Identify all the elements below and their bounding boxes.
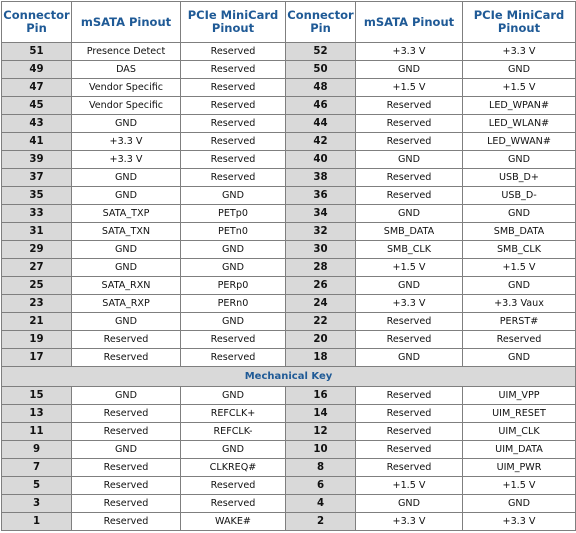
pcie-signal-left: Reserved <box>181 43 286 61</box>
pcie-signal-right: USB_D+ <box>463 169 576 187</box>
pcie-signal-left: Reserved <box>181 133 286 151</box>
pin-number-left: 49 <box>2 61 72 79</box>
pin-number-left: 3 <box>2 495 72 513</box>
msata-signal-left: GND <box>72 313 181 331</box>
table-row <box>2 43 576 61</box>
pcie-signal-left: PETp0 <box>181 205 286 223</box>
pin-number-right: 20 <box>286 331 356 349</box>
header-connector-pin-left <box>2 2 72 43</box>
pcie-signal-right: GND <box>463 277 576 295</box>
pcie-signal-right: GND <box>463 205 576 223</box>
pcie-signal-left: Reserved <box>181 169 286 187</box>
msata-signal-left: Reserved <box>72 495 181 513</box>
pcie-signal-left: Reserved <box>181 79 286 97</box>
header-text-line: Pinout <box>497 21 541 35</box>
pcie-signal-right: UIM_CLK <box>463 423 576 441</box>
header-text-line: Pin <box>26 21 47 35</box>
pin-number-left: 35 <box>2 187 72 205</box>
msata-signal-left: +3.3 V <box>72 133 181 151</box>
pin-number-left: 19 <box>2 331 72 349</box>
table-row <box>2 151 576 169</box>
table-row <box>2 169 576 187</box>
pcie-signal-right: GND <box>463 61 576 79</box>
pin-number-right: 24 <box>286 295 356 313</box>
table-row <box>2 205 576 223</box>
pin-number-right: 12 <box>286 423 356 441</box>
header-text-line: Connector <box>3 8 70 22</box>
header-text-line: Pin <box>310 21 331 35</box>
pcie-signal-left: Reserved <box>181 115 286 133</box>
pcie-signal-right: UIM_VPP <box>463 387 576 405</box>
msata-signal-right: Reserved <box>356 405 463 423</box>
msata-signal-left: GND <box>72 387 181 405</box>
pinout-table <box>1 1 576 531</box>
msata-signal-left: Reserved <box>72 405 181 423</box>
table-row <box>2 259 576 277</box>
pcie-signal-right: GND <box>463 495 576 513</box>
pin-number-right: 48 <box>286 79 356 97</box>
table-row <box>2 97 576 115</box>
msata-signal-right: +3.3 V <box>356 43 463 61</box>
pcie-signal-left: GND <box>181 387 286 405</box>
pin-number-left: 17 <box>2 349 72 367</box>
table-row <box>2 423 576 441</box>
pcie-signal-right: SMB_CLK <box>463 241 576 259</box>
msata-signal-left: Vendor Specific <box>72 79 181 97</box>
msata-signal-right: +1.5 V <box>356 259 463 277</box>
pcie-signal-right: Reserved <box>463 331 576 349</box>
header-text-line: mSATA Pinout <box>80 14 172 29</box>
pcie-signal-right: UIM_RESET <box>463 405 576 423</box>
header-pcie-pinout-left <box>181 2 286 43</box>
msata-signal-left: DAS <box>72 61 181 79</box>
pcie-signal-left: REFCLK- <box>181 423 286 441</box>
msata-signal-right: GND <box>356 277 463 295</box>
pin-number-left: 29 <box>2 241 72 259</box>
pcie-signal-left: Reserved <box>181 61 286 79</box>
pinout-table-container <box>1 1 575 532</box>
msata-signal-left: GND <box>72 441 181 459</box>
msata-signal-right: Reserved <box>356 387 463 405</box>
pin-number-left: 39 <box>2 151 72 169</box>
header-text-line: PCIe MiniCard <box>187 8 279 22</box>
pin-number-left: 25 <box>2 277 72 295</box>
msata-signal-left: Reserved <box>72 423 181 441</box>
msata-signal-left: GND <box>72 169 181 187</box>
pin-number-right: 26 <box>286 277 356 295</box>
pcie-signal-left: Reserved <box>181 97 286 115</box>
table-row <box>2 61 576 79</box>
msata-signal-left: Vendor Specific <box>72 97 181 115</box>
pin-number-right: 22 <box>286 313 356 331</box>
table-row <box>2 187 576 205</box>
msata-signal-right: +1.5 V <box>356 79 463 97</box>
pin-number-left: 37 <box>2 169 72 187</box>
msata-signal-left: SATA_RXN <box>72 277 181 295</box>
pcie-signal-right: +3.3 V <box>463 513 576 531</box>
pcie-signal-right: LED_WWAN# <box>463 133 576 151</box>
pcie-signal-left: GND <box>181 187 286 205</box>
mechanical-key-row <box>2 367 576 387</box>
msata-signal-right: Reserved <box>356 331 463 349</box>
pin-number-right: 50 <box>286 61 356 79</box>
pin-number-right: 16 <box>286 387 356 405</box>
pin-number-right: 40 <box>286 151 356 169</box>
pin-number-right: 34 <box>286 205 356 223</box>
pcie-signal-left: REFCLK+ <box>181 405 286 423</box>
pin-number-right: 10 <box>286 441 356 459</box>
pin-number-right: 28 <box>286 259 356 277</box>
msata-signal-left: SATA_TXP <box>72 205 181 223</box>
table-row <box>2 79 576 97</box>
pcie-signal-right: UIM_DATA <box>463 441 576 459</box>
pin-number-left: 11 <box>2 423 72 441</box>
pin-number-left: 23 <box>2 295 72 313</box>
header-row <box>2 2 576 43</box>
pcie-signal-right: GND <box>463 151 576 169</box>
header-text-line: Pinout <box>211 21 255 35</box>
pcie-signal-left: GND <box>181 259 286 277</box>
table-row <box>2 405 576 423</box>
pin-number-left: 27 <box>2 259 72 277</box>
table-row <box>2 331 576 349</box>
pin-number-left: 5 <box>2 477 72 495</box>
pin-number-right: 18 <box>286 349 356 367</box>
pin-number-right: 4 <box>286 495 356 513</box>
pcie-signal-right: +1.5 V <box>463 79 576 97</box>
table-row <box>2 295 576 313</box>
pcie-signal-left: Reserved <box>181 349 286 367</box>
msata-signal-right: Reserved <box>356 313 463 331</box>
pcie-signal-left: GND <box>181 441 286 459</box>
pin-number-left: 43 <box>2 115 72 133</box>
pcie-signal-right: UIM_PWR <box>463 459 576 477</box>
pcie-signal-left: Reserved <box>181 495 286 513</box>
msata-signal-left: GND <box>72 115 181 133</box>
pcie-signal-left: PERn0 <box>181 295 286 313</box>
pcie-signal-left: GND <box>181 241 286 259</box>
table-row <box>2 241 576 259</box>
pcie-signal-left: GND <box>181 313 286 331</box>
pcie-signal-right: LED_WPAN# <box>463 97 576 115</box>
pcie-signal-left: Reserved <box>181 151 286 169</box>
msata-signal-left: GND <box>72 187 181 205</box>
pcie-signal-right: PERST# <box>463 313 576 331</box>
pcie-signal-left: Reserved <box>181 331 286 349</box>
table-row <box>2 441 576 459</box>
pin-number-right: 52 <box>286 43 356 61</box>
pin-number-right: 38 <box>286 169 356 187</box>
pin-number-right: 46 <box>286 97 356 115</box>
msata-signal-left: Presence Detect <box>72 43 181 61</box>
msata-signal-left: Reserved <box>72 331 181 349</box>
pcie-signal-left: WAKE# <box>181 513 286 531</box>
pin-number-left: 9 <box>2 441 72 459</box>
table-row <box>2 313 576 331</box>
pin-number-left: 21 <box>2 313 72 331</box>
msata-signal-right: Reserved <box>356 97 463 115</box>
msata-signal-right: SMB_DATA <box>356 223 463 241</box>
pin-number-right: 14 <box>286 405 356 423</box>
pcie-signal-right: +1.5 V <box>463 259 576 277</box>
msata-signal-right: GND <box>356 61 463 79</box>
table-row <box>2 115 576 133</box>
table-row <box>2 387 576 405</box>
pin-number-left: 1 <box>2 513 72 531</box>
pin-number-right: 6 <box>286 477 356 495</box>
msata-signal-left: Reserved <box>72 477 181 495</box>
pin-number-left: 41 <box>2 133 72 151</box>
msata-signal-right: Reserved <box>356 423 463 441</box>
pin-number-right: 44 <box>286 115 356 133</box>
pin-number-right: 32 <box>286 223 356 241</box>
pcie-signal-right: +3.3 V <box>463 43 576 61</box>
pin-number-right: 36 <box>286 187 356 205</box>
table-row <box>2 349 576 367</box>
msata-signal-right: Reserved <box>356 459 463 477</box>
msata-signal-right: Reserved <box>356 115 463 133</box>
pin-number-left: 7 <box>2 459 72 477</box>
header-text-line: PCIe MiniCard <box>473 8 565 22</box>
header-pcie-pinout-right <box>463 2 576 43</box>
table-header <box>2 2 576 43</box>
pcie-signal-left: PETn0 <box>181 223 286 241</box>
header-text-line: Connector <box>287 8 354 22</box>
pin-number-right: 8 <box>286 459 356 477</box>
pin-number-left: 15 <box>2 387 72 405</box>
header-msata-pinout-right <box>356 2 463 43</box>
msata-signal-right: Reserved <box>356 169 463 187</box>
pcie-signal-right: LED_WLAN# <box>463 115 576 133</box>
pin-number-left: 51 <box>2 43 72 61</box>
pin-number-left: 33 <box>2 205 72 223</box>
header-msata-pinout-left <box>72 2 181 43</box>
msata-signal-right: GND <box>356 349 463 367</box>
pcie-signal-left: PERp0 <box>181 277 286 295</box>
msata-signal-left: SATA_RXP <box>72 295 181 313</box>
pcie-signal-right: SMB_DATA <box>463 223 576 241</box>
pcie-signal-right: +3.3 Vaux <box>463 295 576 313</box>
pcie-signal-right: USB_D- <box>463 187 576 205</box>
msata-signal-right: Reserved <box>356 187 463 205</box>
pcie-signal-left: CLKREQ# <box>181 459 286 477</box>
pin-number-left: 13 <box>2 405 72 423</box>
msata-signal-right: SMB_CLK <box>356 241 463 259</box>
table-row <box>2 223 576 241</box>
msata-signal-left: GND <box>72 241 181 259</box>
pin-number-left: 31 <box>2 223 72 241</box>
table-row <box>2 459 576 477</box>
table-row <box>2 495 576 513</box>
table-row <box>2 513 576 531</box>
msata-signal-left: Reserved <box>72 513 181 531</box>
mechanical-key-label: Mechanical Key <box>2 367 576 387</box>
table-row <box>2 477 576 495</box>
msata-signal-right: +1.5 V <box>356 477 463 495</box>
pin-number-right: 30 <box>286 241 356 259</box>
pin-number-right: 2 <box>286 513 356 531</box>
msata-signal-left: GND <box>72 259 181 277</box>
table-body <box>2 43 576 531</box>
msata-signal-right: GND <box>356 151 463 169</box>
msata-signal-right: +3.3 V <box>356 295 463 313</box>
msata-signal-left: SATA_TXN <box>72 223 181 241</box>
msata-signal-left: Reserved <box>72 459 181 477</box>
pin-number-left: 45 <box>2 97 72 115</box>
table-row <box>2 133 576 151</box>
header-connector-pin-right <box>286 2 356 43</box>
msata-signal-right: Reserved <box>356 441 463 459</box>
header-text-line: mSATA Pinout <box>363 14 455 29</box>
pin-number-right: 42 <box>286 133 356 151</box>
msata-signal-left: +3.3 V <box>72 151 181 169</box>
msata-signal-right: +3.3 V <box>356 513 463 531</box>
msata-signal-right: GND <box>356 205 463 223</box>
msata-signal-right: GND <box>356 495 463 513</box>
pcie-signal-right: GND <box>463 349 576 367</box>
msata-signal-right: Reserved <box>356 133 463 151</box>
pin-number-left: 47 <box>2 79 72 97</box>
msata-signal-left: Reserved <box>72 349 181 367</box>
table-row <box>2 277 576 295</box>
pcie-signal-left: Reserved <box>181 477 286 495</box>
pcie-signal-right: +1.5 V <box>463 477 576 495</box>
